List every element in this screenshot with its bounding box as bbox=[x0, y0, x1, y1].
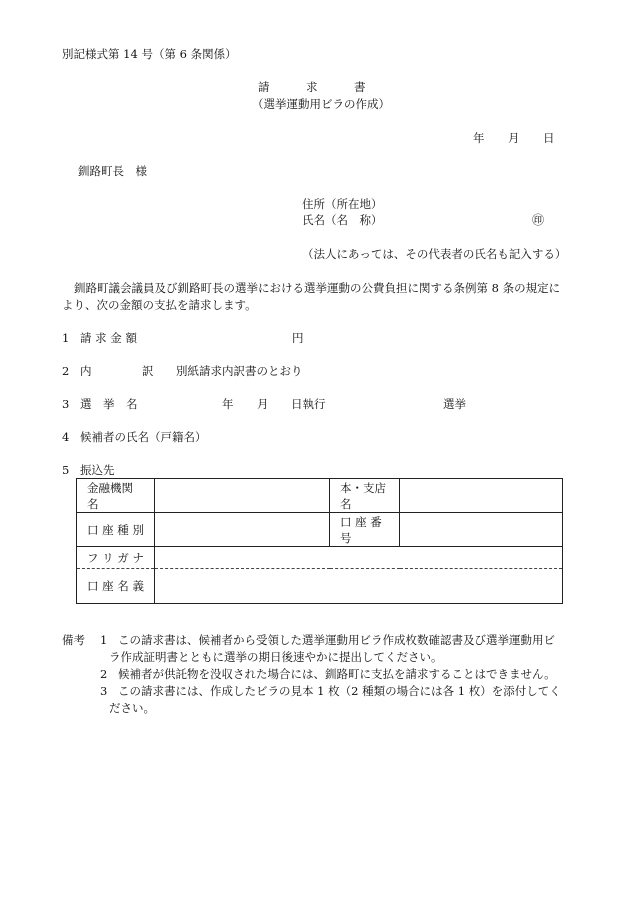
branch-name-field[interactable] bbox=[400, 479, 563, 513]
branch-name-label: 本・支店名 bbox=[330, 479, 400, 513]
account-holder-label: 口 座 名 義 bbox=[77, 569, 155, 604]
name-label: 氏名（名 称） bbox=[302, 213, 383, 227]
furigana-field[interactable] bbox=[155, 547, 563, 569]
note-3-line-1: この請求書には、作成したビラの見本 1 枚（2 種類の場合には各 1 枚）を添付してく bbox=[118, 684, 561, 698]
body-text-line-2: より、次の金額の支払を請求します。 bbox=[62, 298, 257, 312]
item-3-year: 年 bbox=[222, 397, 234, 411]
item-1-label: 請 求 金 額 bbox=[80, 331, 137, 345]
table-row bbox=[77, 547, 563, 569]
addressee: 釧路町長 様 bbox=[78, 164, 147, 178]
account-number-field[interactable] bbox=[400, 513, 563, 547]
item-3-number: 3 bbox=[62, 397, 70, 411]
note-2-line-1: 候補者が供託物を没収された場合には、釧路町に支払を請求することはできません。 bbox=[118, 667, 556, 681]
furigana-label: フ リ ガ ナ bbox=[77, 547, 155, 569]
bank-transfer-table bbox=[76, 478, 563, 604]
item-3-month: 月 bbox=[257, 397, 269, 411]
bank-name-label: 金融機関名 bbox=[77, 479, 155, 513]
item-3-election: 選挙 bbox=[443, 397, 466, 411]
body-text-line-1: 釧路町議会議員及び釧路町長の選挙における選挙運動の公費負担に関する条例第 8 条の規定に bbox=[74, 281, 561, 295]
table-row bbox=[77, 569, 563, 604]
account-type-label: 口 座 種 別 bbox=[77, 513, 155, 547]
item-2-label-left: 内 bbox=[80, 364, 92, 378]
item-3-executed: 日執行 bbox=[291, 397, 326, 411]
note-1-line-2: ラ作成証明書とともに選挙の期日後速やかに提出してください。 bbox=[109, 650, 443, 664]
form-number: 別記様式第 14 号（第 6 条関係） bbox=[62, 47, 237, 61]
table-row bbox=[77, 513, 563, 547]
note-3-line-2: ださい。 bbox=[109, 701, 155, 715]
item-1-number: 1 bbox=[62, 331, 70, 345]
date-year-label: 年 bbox=[473, 131, 485, 145]
corporate-note: （法人にあっては、その代表者の氏名も記入する） bbox=[302, 247, 567, 261]
item-2-number: 2 bbox=[62, 364, 70, 378]
address-label: 住所（所在地） bbox=[302, 197, 383, 211]
item-4-number: 4 bbox=[62, 430, 70, 444]
document-subtitle: （選挙運動用ビラの作成） bbox=[252, 97, 390, 111]
table-row bbox=[77, 479, 563, 513]
account-holder-field[interactable] bbox=[155, 569, 563, 604]
note-3-number: 3 bbox=[100, 684, 108, 698]
note-1-number: 1 bbox=[100, 633, 108, 647]
seal-mark: ㊞ bbox=[532, 213, 545, 227]
note-1-line-1: この請求書は、候補者から受領した選挙運動用ビラ作成枚数確認書及び選挙運動用ビ bbox=[118, 633, 555, 647]
account-number-label: 口 座 番 号 bbox=[330, 513, 400, 547]
item-5-label: 振込先 bbox=[80, 463, 115, 477]
item-3-label: 選 挙 名 bbox=[80, 397, 138, 411]
item-2-value: 別紙請求内訳書のとおり bbox=[176, 364, 303, 378]
date-day-label: 日 bbox=[543, 131, 555, 145]
item-5-number: 5 bbox=[62, 463, 70, 477]
item-1-unit: 円 bbox=[292, 331, 304, 345]
notes-heading: 備考 bbox=[62, 633, 85, 647]
date-month-label: 月 bbox=[508, 131, 520, 145]
bank-name-field[interactable] bbox=[155, 479, 330, 513]
account-type-field[interactable] bbox=[155, 513, 330, 547]
item-2-label-right: 訳 bbox=[142, 364, 154, 378]
item-4-label: 候補者の氏名（戸籍名） bbox=[80, 430, 207, 444]
note-2-number: 2 bbox=[100, 667, 108, 681]
document-title: 請 求 書 bbox=[258, 80, 366, 94]
